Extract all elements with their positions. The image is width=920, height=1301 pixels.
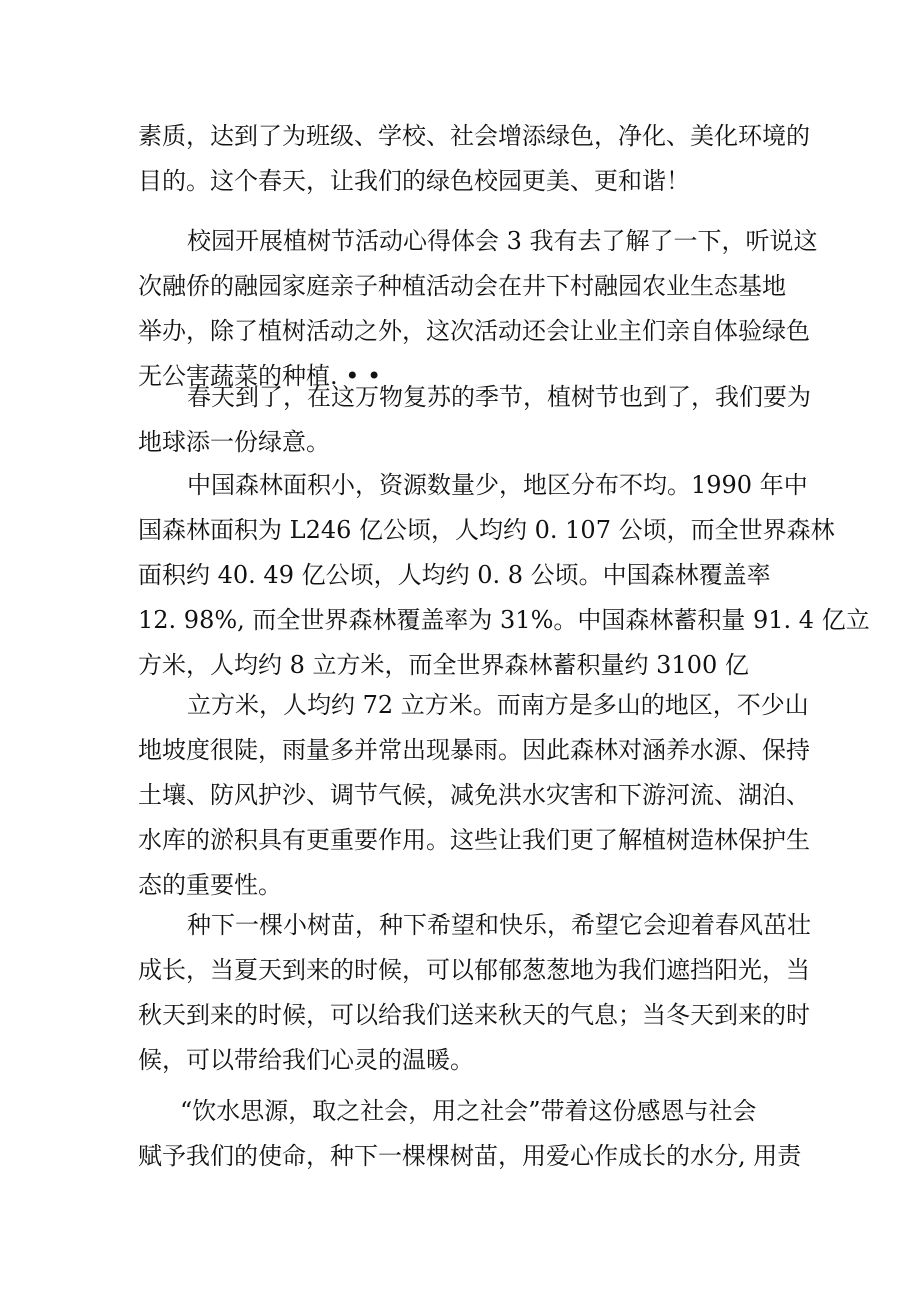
text-line: 素质，达到了为班级、学校、社会增添绿色，净化、美化环境的 bbox=[138, 122, 810, 150]
paragraph-start-line: “饮水思源，取之社会，用之社会”带着这份感恩与社会 bbox=[180, 1097, 757, 1125]
paragraph-start-line: 立方米，人均约 72 立方米。而南方是多山的地区，不少山 bbox=[187, 691, 809, 719]
text-line: 水库的淤积具有更重要作用。这些让我们更了解植树造林保护生 bbox=[138, 826, 810, 854]
text-line: 目的。这个春天，让我们的绿色校园更美、更和谐！ bbox=[138, 167, 690, 195]
text-line: 赋予我们的使命，种下一棵棵树苗，用爱心作成长的水分, 用责 bbox=[138, 1142, 802, 1170]
text-line: 12. 98%, 而全世界森林覆盖率为 31%。中国森林蓄积量 91. 4 亿立 bbox=[138, 606, 870, 634]
text-line: 态的重要性。 bbox=[138, 871, 282, 899]
text-line: 候，可以带给我们心灵的温暖。 bbox=[138, 1046, 474, 1074]
text-line: 次融侨的融园家庭亲子种植活动会在井下村融园农业生态基地 bbox=[138, 272, 786, 300]
text-line: 成长，当夏天到来的时候，可以郁郁葱葱地为我们遮挡阳光，当 bbox=[138, 956, 810, 984]
text-line: 举办，除了植树活动之外，这次活动还会让业主们亲自体验绿色 bbox=[138, 317, 810, 345]
text-line: 秋天到来的时候，可以给我们送来秋天的气息；当冬天到来的时 bbox=[138, 1001, 810, 1029]
paragraph-start-line: 校园开展植树节活动心得体会 3 我有去了解了一下，听说这 bbox=[187, 227, 818, 255]
paragraph-start-line: 种下一棵小树苗，种下希望和快乐，希望它会迎着春风茁壮 bbox=[187, 911, 811, 939]
text-line: 国森林面积为 L246 亿公顷，人均约 0. 107 公顷，而全世界森林 bbox=[138, 516, 835, 544]
text-line: 地球添一份绿意。 bbox=[138, 428, 330, 456]
text-line: 地坡度很陡，雨量多并常出现暴雨。因此森林对涵养水源、保持 bbox=[138, 736, 810, 764]
text-line: 方米，人均约 8 立方米，而全世界森林蓄积量约 3100 亿 bbox=[138, 651, 749, 679]
text-line: 面积约 40. 49 亿公顷，人均约 0. 8 公顷。中国森林覆盖率 bbox=[138, 561, 771, 589]
text-line: 无公害蔬菜的种植. • • bbox=[138, 362, 382, 390]
paragraph-start-line: 中国森林面积小，资源数量少，地区分布不均。1990 年中 bbox=[187, 471, 808, 499]
paragraph-start-line: 春天到了，在这万物复苏的季节，植树节也到了，我们要为 bbox=[187, 383, 811, 411]
text-line: 土壤、防风护沙、调节气候，减免洪水灾害和下游河流、湖泊、 bbox=[138, 781, 810, 809]
